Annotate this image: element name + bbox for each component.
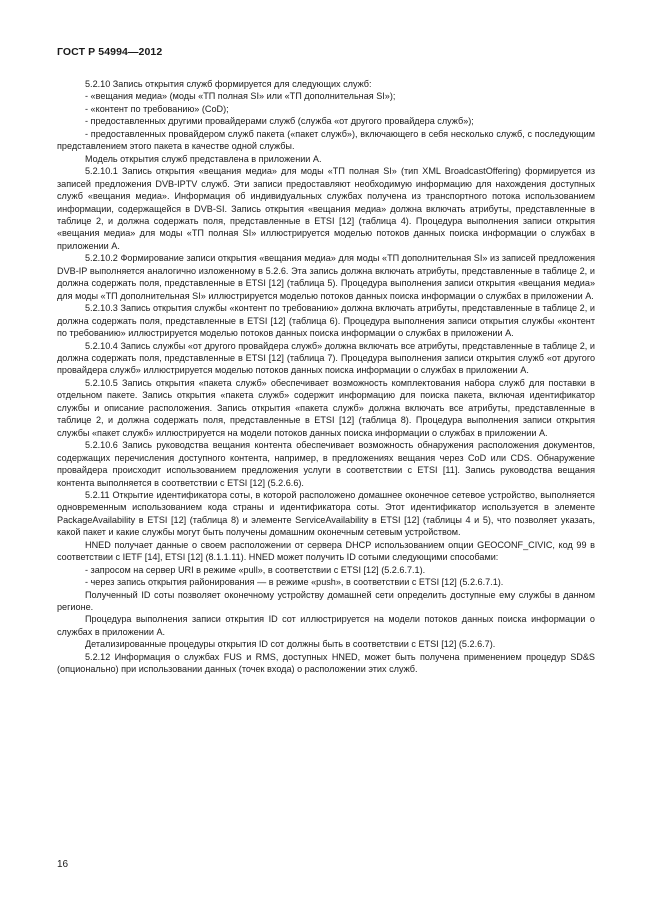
list-item: - предоставленных провайдером служб пакета («пакет служб»), включающего в себя несколько служб, с последующим представлением этого пакета в качестве одной службы. xyxy=(57,128,595,152)
paragraph: Модель открытия служб представлена в приложении А. xyxy=(85,153,322,164)
list-item: - «контент по требованию» (CoD); xyxy=(85,103,229,114)
paragraph: Детализированные процедуры открытия ID сот должны быть в соответствии с ETSI [12] (5.2.6.7). xyxy=(85,639,496,650)
paragraph: 5.2.11 Открытие идентификатора соты, в которой расположено домашнее оконечное сетевое устройство, выполняется одновременным использованием кода страны и идентификатора соты. Этот идентификатор используется в элементе PackageAvailability в ETSI [12] (таблица 8) и элементе ServiceAvailability в ETSI [12] (таблицы 4 и 5), что позволяет указать, какой пакет и какие службы могут быть получены домашним оконечным сетевым устройством. xyxy=(57,489,595,538)
list-item: - через запись открытия районирования — в режиме «push», в соответствии с ETSI [12] (5.2.6.7.1). xyxy=(85,577,504,588)
paragraph: Полученный ID соты позволяет оконечному устройству домашней сети определить доступные ему службы в данном регионе. xyxy=(57,589,595,613)
paragraph: 5.2.10.5 Запись открытия «пакета служб» обеспечивает возможность комплектования набора служб для поставки в отдельном пакете. Запись открытия «пакета служб» содержит информацию для поиска пакета, включая идентификатор службы и описание расположения. Запись открытия «пакета служб» должна включать все атрибуты, представленные в таблице 2, и должна содержать поля, представленные в ETSI [12] (таблица 8). Процедура выполнения записи открытия службы «пакет служб» иллюстрируется на модели потоков данных поиска информации о службах в приложении А. xyxy=(57,377,595,438)
paragraph: 5.2.10.1 Запись открытия «вещания медиа» для моды «ТП полная SI» (тип XML BroadcastOffering) формируется из записей предложения DVB-IPTV служб. Эти записи предоставляют необходимую информацию для нахождения доступных служб «вещания медиа». Информация об индивидуальных службах получена из транспортного потока использованием информации, содержащейся в DVB-SI. Запись открытия «вещания медиа» должна включать атрибуты, представленные в таблице 2, и должна содержать поля, представленные в ETSI [12] (таблица 4). Процедура выполнения записи открытия «вещания медиа» для моды «ТП полная SI» иллюстрируется моделью потоков данных поиска информации о службах в приложении А. xyxy=(57,166,595,251)
list-item: - запросом на сервер URI в режиме «pull», в соответствии с ETSI [12] (5.2.6.7.1). xyxy=(85,564,426,575)
paragraph: 5.2.10.3 Запись открытия службы «контент по требованию» должна включать атрибуты, представленные в таблице 2, и должна содержать поля, представленные в ETSI [12] (таблица 6). Процедура выполнения записи открытия службы «контент по требованию» иллюстрируется моделью потоков данных поиска информации о службах в приложении А. xyxy=(57,303,595,339)
paragraph: 5.2.10.6 Запись руководства вещания контента обеспечивает возможность обнаружения расположения документов, содержащих перечисления доступного контента, например, в предложениях вещания через CoD или CDS. Обнаружение провайдера происходит использованием предложения услуги в соответствии с ETSI [11]. Запись руководства вещания контента выполняется в соответствии с ETSI [12] (5.2.6.6). xyxy=(57,440,595,488)
paragraph: 5.2.12 Информация о службах FUS и RMS, доступных HNED, может быть получена применением процедур SD&S (опционально) при использовании данных (точек входа) о расположении этих служб. xyxy=(57,651,595,675)
document-body xyxy=(57,78,595,676)
paragraph: 5.2.10 Запись открытия служб формируется для следующих служб: xyxy=(85,79,372,89)
paragraph: HNED получает данные о своем расположении от сервера DHCP использованием опции GEOCONF_CIVIC, код 99 в соответствии с IETF [14], ETSI [12] (8.1.1.11). HNED может получить ID сотыми следующими способами: xyxy=(57,539,595,563)
paragraph: Процедура выполнения записи открытия ID сот иллюстрируется на модели потоков данных поиска информации о службах в приложении А. xyxy=(57,614,595,637)
paragraph: 5.2.10.2 Формирование записи открытия «вещания медиа» для моды «ТП дополнительная SI» из записей предложения DVB-IP выполняется аналогично изложенному в 5.2.6. Эта запись должна включать атрибуты, представленные в таблице 2, и должна содержать поля, представленные в ETSI [12] (таблица 5). Процедура выполнения записи открытия «вещания медиа» для моды «ТП дополнительная SI» иллюстрируется моделью потоков данных поиска информации о службах в приложении А. xyxy=(57,253,595,301)
list-item: - предоставленных другими провайдерами служб (служба «от другого провайдера служб»); xyxy=(85,116,474,127)
document-header: ГОСТ Р 54994—2012 xyxy=(57,46,163,58)
page-number: 16 xyxy=(57,859,69,870)
paragraph: 5.2.10.4 Запись службы «от другого провайдера служб» должна включать все атрибуты, представленные в таблице 2, и должна содержать поля, представленные в ETSI [12] (таблица 7). Процедура выполнения записи открытия служб «от другого провайдера служб» иллюстрируется моделью потоков данных поиска информации о службах в приложении А. xyxy=(57,340,595,376)
list-item: - «вещания медиа» (моды «ТП полная SI» или «ТП дополнительная SI»); xyxy=(85,91,396,102)
